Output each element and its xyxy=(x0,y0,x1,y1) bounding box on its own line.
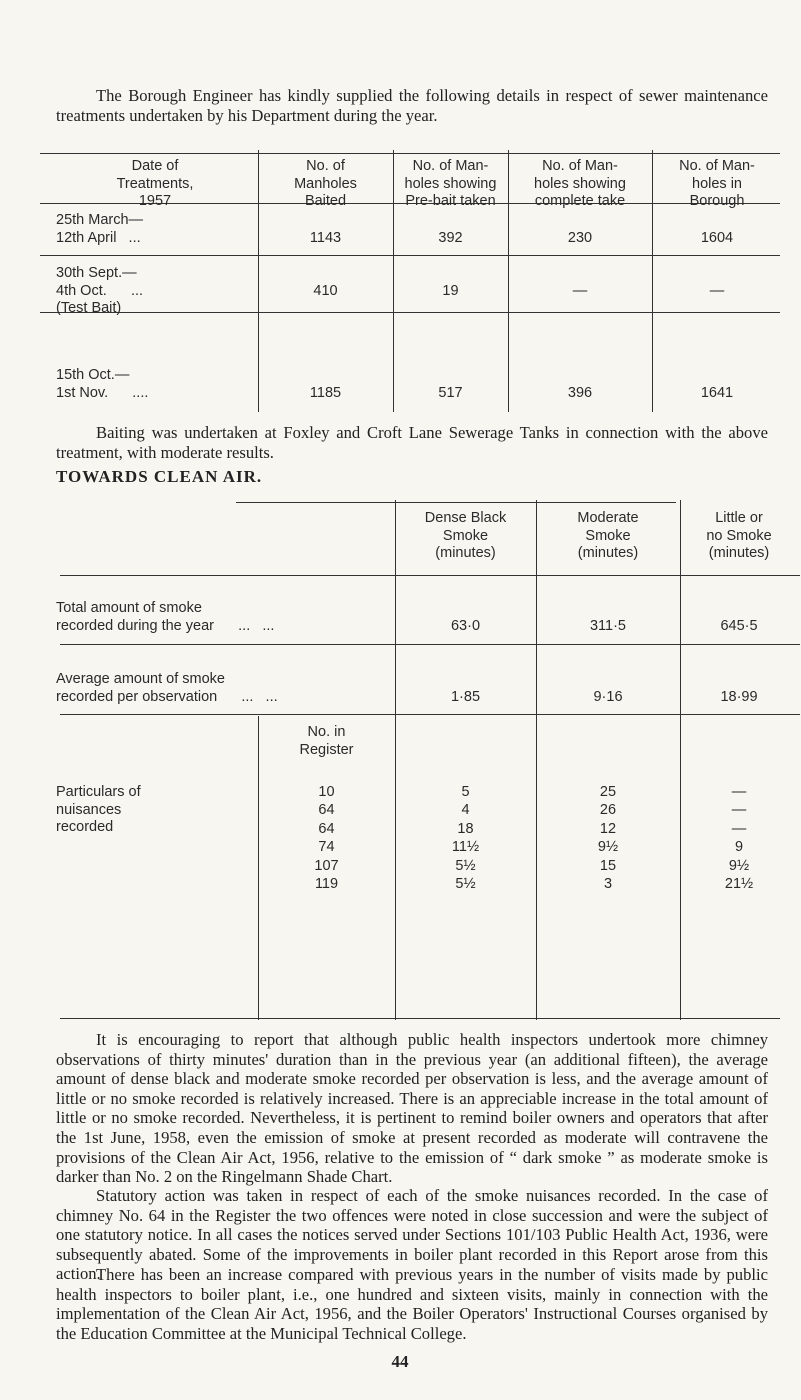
register-cell: 18 xyxy=(457,820,474,837)
table-cell: 9·16 xyxy=(593,689,623,705)
section-heading: TOWARDS CLEAN AIR. xyxy=(56,467,263,486)
register-cell: 11½ xyxy=(451,839,480,856)
table-cell: 18·99 xyxy=(720,689,758,705)
register-cell: 119 xyxy=(314,876,339,892)
total-smoke-label: Total amount of smoke recorded during the year ... ... xyxy=(56,600,275,634)
table-cell: 1143 xyxy=(309,230,342,246)
header-borough: No. of Man- holes in Borough xyxy=(679,158,755,209)
table-cell: 230 xyxy=(567,230,593,246)
header-moderate-smoke: Moderate Smoke (minutes) xyxy=(577,510,639,561)
header-prebait: No. of Man- holes showing Pre-bait taken xyxy=(404,158,497,209)
intro-paragraph: The Borough Engineer has kindly supplied the following details in respect of sewer maintenance treatments undertaken by his Department during the year. xyxy=(56,86,768,125)
register-cell: 15 xyxy=(599,857,617,874)
baiting-note: Baiting was undertaken at Foxley and Croft Lane Sewerage Tanks in connection with the above treatment, with moderate results. xyxy=(56,423,768,462)
table-cell: 410 xyxy=(313,283,338,299)
body-paragraph: Statutory action was taken in respect of each of the smoke nuisances recorded. In the case of chimney No. 64 in the Register the two offences were noted in close succession and were the subject of one statutory notice. In all cases the notices served under Sections 101/103 Public Health Act, 1936, were subsequently abated. Some of the improvements in boiler plant recorded in this Report arose from this action. xyxy=(56,1186,768,1284)
header-complete: No. of Man- holes showing complete take xyxy=(534,158,626,209)
register-cell: — xyxy=(731,802,747,819)
table-cell: 1641 xyxy=(700,385,734,401)
table-cell: 392 xyxy=(438,230,463,246)
header-little-smoke: Little or no Smoke (minutes) xyxy=(706,510,772,561)
table-cell: — xyxy=(709,283,725,299)
register-cell: 12 xyxy=(599,820,617,837)
register-cell: 3 xyxy=(603,876,613,892)
register-cell: 10 xyxy=(318,784,335,800)
register-cell: 21½ xyxy=(724,876,754,892)
page-number: 44 xyxy=(391,1352,409,1371)
register-cell: 26 xyxy=(599,802,617,819)
register-cell: — xyxy=(731,784,747,800)
body-paragraph: It is encouraging to report that although public health inspectors undertook more chimney observations of thirty minutes' duration than in the previous year (an additional fifteen), the average amount of dense black and moderate smoke recorded per observation is less, and the average amount of little or no smoke recorded is relatively increased. There is an appreciable increase in the total amount of little or no smoke recorded. Nevertheless, it is pertinent to remind boiler owners and operators that after the 1st June, 1958, even the emission of smoke at present recorded as moderate will contravene the provisions of the Clean Air Act, 1956, relative to the emission of “ dark smoke ” as moderate smoke is darker than No. 2 on the Ringelmann Shade Chart. xyxy=(56,1030,768,1187)
register-cell: 64 xyxy=(318,820,335,837)
header-baited: No. of Manholes Baited xyxy=(294,158,357,209)
table-cell: 645·5 xyxy=(720,618,758,634)
table-cell: 396 xyxy=(567,385,593,401)
body-paragraph: There has been an increase compared with previous years in the number of visits made by public health inspectors to boiler plant, i.e., one hundred and sixteen visits, mainly in connection with the implementation of the Clean Air Act, 1956, and the Boiler Operators' Instructional Courses organised by the Education Committee at the Municipal Technical College. xyxy=(56,1265,768,1343)
register-cell: 9 xyxy=(734,839,744,856)
table-row-date: 25th March— 12th April ... xyxy=(56,212,144,246)
register-cell: 74 xyxy=(318,839,335,856)
header-date: Date of Treatments, 1957 xyxy=(116,158,194,209)
table-row-date: 15th Oct.— 1st Nov. .... xyxy=(56,367,149,401)
register-cell: 4 xyxy=(461,802,470,819)
table-cell: 1·85 xyxy=(450,689,481,705)
table-cell: 19 xyxy=(442,283,459,299)
register-cell: 5½ xyxy=(455,876,476,892)
register-cell: 107 xyxy=(314,857,339,874)
table-cell: 311·5 xyxy=(589,618,626,634)
table-cell: 517 xyxy=(438,385,463,401)
header-register: No. in Register xyxy=(299,724,354,758)
register-cell: 5 xyxy=(461,784,470,800)
table-cell: 1604 xyxy=(700,230,734,246)
register-cell: — xyxy=(731,820,747,837)
particulars-label: Particulars of nuisances recorded xyxy=(56,784,141,835)
table-row-date: 30th Sept.— 4th Oct. ... (Test Bait) xyxy=(56,265,144,316)
table-cell: 63·0 xyxy=(450,618,481,634)
table-cell: 1185 xyxy=(309,385,342,401)
register-cell: 9½ xyxy=(597,839,619,856)
register-cell: 25 xyxy=(599,784,617,800)
register-cell: 5½ xyxy=(455,857,476,874)
average-smoke-label: Average amount of smoke recorded per observation ... ... xyxy=(56,671,278,705)
register-cell: 9½ xyxy=(728,857,750,874)
header-dense-black-smoke: Dense Black Smoke (minutes) xyxy=(424,510,507,561)
table-cell: — xyxy=(572,283,588,299)
register-cell: 64 xyxy=(318,802,335,819)
